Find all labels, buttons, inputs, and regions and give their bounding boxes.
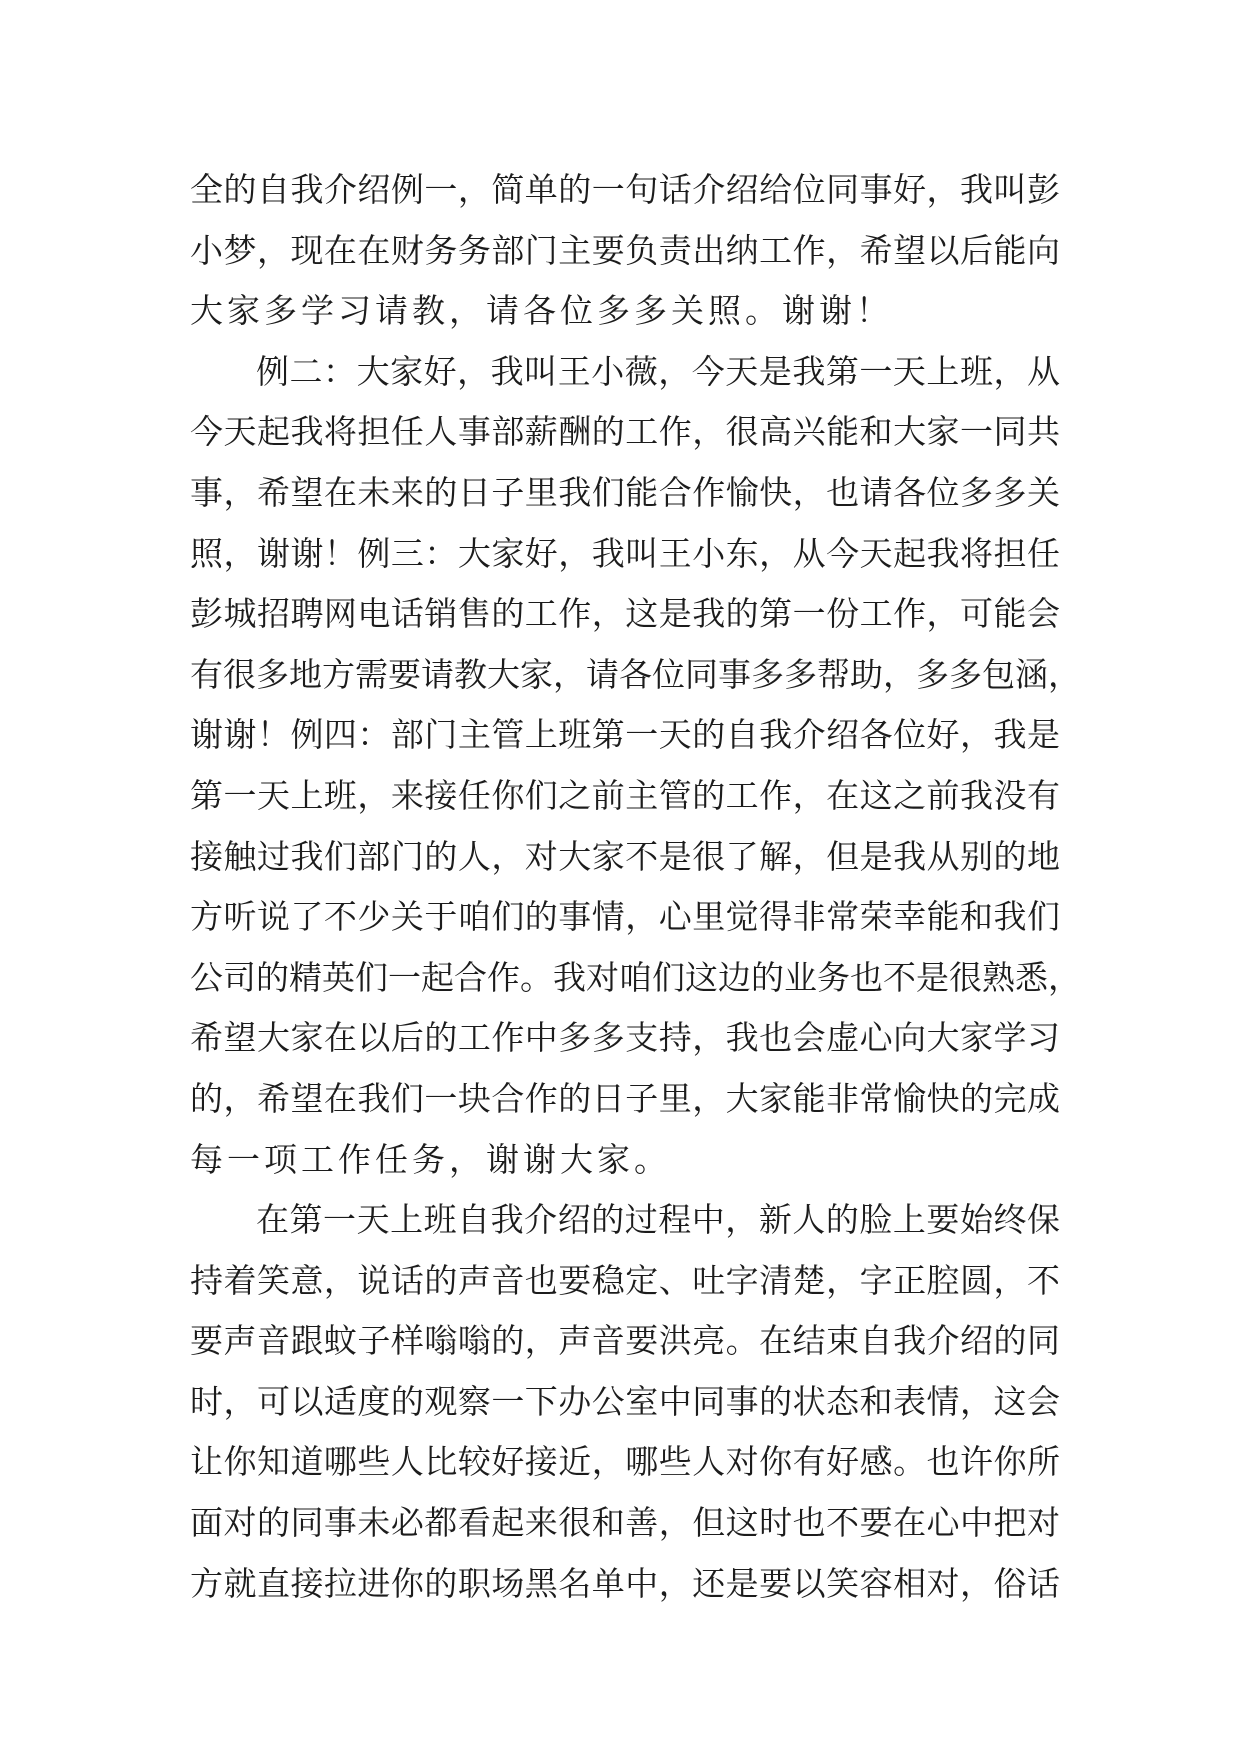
text-line: 时，可以适度的观察一下办公室中同事的状态和表情，这会 — [190, 1381, 1060, 1421]
text-line: 的，希望在我们一块合作的日子里，大家能非常愉快的完成 — [190, 1078, 1060, 1118]
text-line: 让你知道哪些人比较好接近，哪些人对你有好感。也许你所 — [190, 1442, 1060, 1482]
text-line: 面对的同事未必都看起来很和善，但这时也不要在心中把对 — [190, 1503, 1060, 1543]
text-line: 事，希望在未来的日子里我们能合作愉快，也请各位多多关 — [190, 472, 1060, 512]
text-line: 公司的精英们一起合作。我对咱们这边的业务也不是很熟悉， — [190, 957, 1081, 997]
text-line: 谢谢！例四：部门主管上班第一天的自我介绍各位好，我是 — [190, 715, 1060, 755]
text-line: 有很多地方需要请教大家，请各位同事多多帮助，多多包涵， — [190, 654, 1081, 694]
text-line: 持着笑意，说话的声音也要稳定、吐字清楚，字正腔圆，不 — [190, 1260, 1060, 1300]
text-line: 在第一天上班自我介绍的过程中，新人的脸上要始终保 — [256, 1200, 1060, 1240]
text-line: 要声音跟蚊子样嗡嗡的，声音要洪亮。在结束自我介绍的同 — [190, 1321, 1060, 1361]
body-text — [190, 160, 1081, 1614]
text-line: 每一项工作任务，谢谢大家。 — [190, 1139, 671, 1179]
text-line: 今天起我将担任人事部薪酬的工作，很高兴能和大家一同共 — [190, 412, 1060, 452]
text-line: 接触过我们部门的人，对大家不是很了解，但是我从别的地 — [190, 836, 1060, 876]
text-line: 例二：大家好，我叫王小薇，今天是我第一天上班，从 — [256, 351, 1060, 391]
text-line: 小梦，现在在财务务部门主要负责出纳工作，希望以后能向 — [190, 230, 1060, 270]
text-line: 第一天上班，来接任你们之前主管的工作，在这之前我没有 — [190, 775, 1060, 815]
text-line: 大家多学习请教，请各位多多关照。谢谢！ — [190, 291, 893, 331]
text-line: 方就直接拉进你的职场黑名单中，还是要以笑容相对，俗话 — [190, 1563, 1060, 1603]
text-line: 希望大家在以后的工作中多多支持，我也会虚心向大家学习 — [190, 1018, 1060, 1058]
text-line: 彭城招聘网电话销售的工作，这是我的第一份工作，可能会 — [190, 594, 1060, 634]
text-line: 照，谢谢！例三：大家好，我叫王小东，从今天起我将担任 — [190, 533, 1060, 573]
text-line: 方听说了不少关于咱们的事情，心里觉得非常荣幸能和我们 — [190, 897, 1060, 937]
text-line: 全的自我介绍例一，简单的一句话介绍给位同事好，我叫彭 — [190, 170, 1060, 209]
